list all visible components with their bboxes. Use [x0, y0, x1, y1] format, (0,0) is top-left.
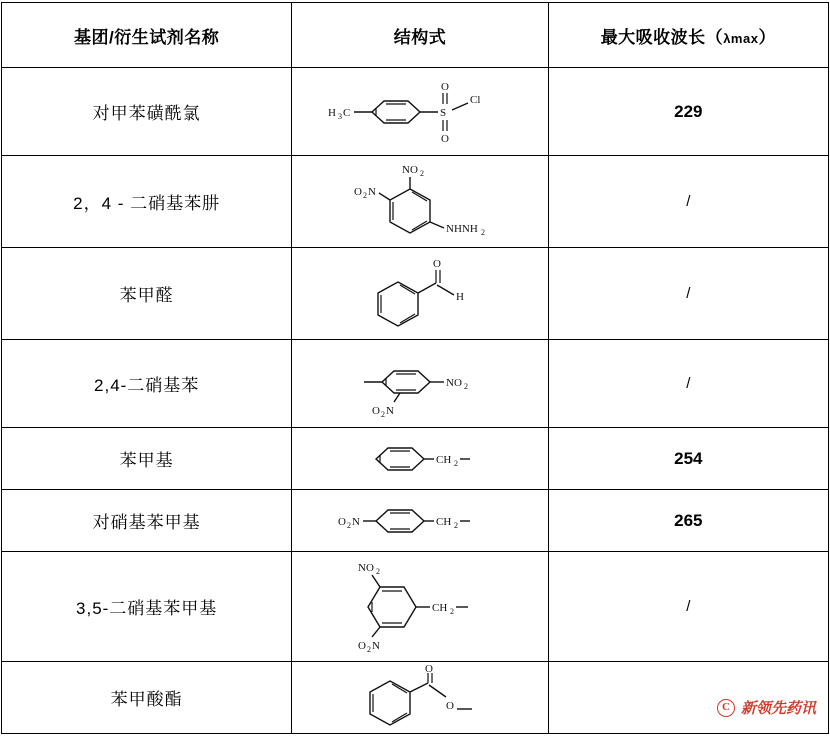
svg-text:2: 2 [362, 190, 367, 200]
structure-dinitrobenzene [292, 340, 548, 428]
header-structure: 结构式 [292, 3, 548, 68]
table-row [2, 662, 829, 734]
svg-text:N: N [385, 404, 394, 417]
lambda-max-value: 254 [548, 428, 828, 490]
table-header-row [2, 3, 829, 68]
table-row [2, 552, 829, 662]
structure-benzoate-ester [292, 662, 548, 734]
watermark-badge-icon: C [717, 699, 735, 717]
table-row [2, 156, 829, 248]
watermark [717, 697, 816, 718]
benzyl-diagram [320, 433, 520, 485]
dinitrobenzene-diagram [320, 344, 520, 424]
lambda-max-value: / [548, 552, 828, 662]
dinitrophenylhydrazine-diagram [320, 159, 520, 245]
structure-benzaldehyde [292, 248, 548, 340]
reagent-name: 3,5-二硝基苯甲基 [2, 552, 292, 662]
svg-text:NO: NO [357, 561, 374, 574]
svg-text:NO: NO [445, 376, 462, 389]
lambda-max-value: / [548, 248, 828, 340]
p-nitrobenzyl-diagram [320, 495, 520, 547]
table-row [2, 340, 829, 428]
table-row [2, 68, 829, 156]
svg-text:2: 2 [449, 606, 454, 616]
structure-dinitrophenylhydrazine [292, 156, 548, 248]
header-reagent-name: 基团/衍生试剂名称 [2, 3, 292, 68]
header-lambda-max [548, 3, 828, 68]
svg-text:NO: NO [401, 163, 418, 176]
structure-benzyl [292, 428, 548, 490]
structure-tosyl-chloride [292, 68, 548, 156]
svg-text:O: O [357, 639, 366, 652]
svg-text:2: 2 [375, 566, 380, 576]
svg-text:S: S [439, 106, 447, 119]
table-row [2, 490, 829, 552]
lambda-max-value: 265 [548, 490, 828, 552]
header-lambda-symbol: λmax [723, 30, 759, 46]
svg-text:2: 2 [419, 168, 424, 178]
reagent-name: 苯甲酸酯 [2, 662, 292, 734]
svg-text:N: N [351, 515, 360, 528]
svg-text:2: 2 [453, 520, 458, 530]
structure-3-5-dinitrobenzyl [292, 552, 548, 662]
svg-text:2: 2 [366, 644, 371, 654]
header-lambda-prefix: 最大吸收波长（ [600, 27, 724, 47]
lambda-max-value: / [548, 340, 828, 428]
svg-text:N: N [371, 639, 380, 652]
svg-text:O: O [445, 699, 454, 712]
svg-text:N: N [367, 185, 376, 198]
svg-text:NHNH: NHNH [445, 222, 478, 235]
svg-text:3: 3 [337, 111, 342, 121]
benzaldehyde-diagram [320, 252, 520, 336]
svg-text:O: O [424, 664, 433, 675]
lambda-max-value: / [548, 156, 828, 248]
chemical-reagents-table [1, 2, 829, 734]
svg-text:C: C [342, 106, 351, 119]
reagent-name: 对甲苯磺酰氯 [2, 68, 292, 156]
svg-text:2: 2 [453, 458, 458, 468]
svg-text:2: 2 [480, 227, 485, 237]
reagent-name: 苯甲醛 [2, 248, 292, 340]
svg-text:CH: CH [435, 453, 452, 466]
table-row [2, 428, 829, 490]
document-page [0, 2, 830, 740]
svg-text:CH: CH [435, 515, 452, 528]
lambda-max-value: 229 [548, 68, 828, 156]
benzoate-ester-diagram [320, 665, 520, 731]
reagent-name: 苯甲基 [2, 428, 292, 490]
svg-text:O: O [353, 185, 362, 198]
svg-text:2: 2 [463, 381, 468, 391]
svg-text:H: H [455, 290, 464, 303]
header-lambda-suffix: ） [758, 27, 776, 47]
svg-text:O: O [440, 80, 449, 93]
svg-text:2: 2 [346, 520, 351, 530]
svg-text:Cl: Cl [469, 93, 481, 106]
svg-text:2: 2 [380, 409, 385, 419]
dinitrobenzyl-diagram [320, 555, 520, 659]
svg-text:O: O [440, 132, 449, 145]
reagent-name: 2,4-二硝基苯 [2, 340, 292, 428]
tosyl-chloride-diagram [320, 74, 520, 150]
svg-text:O: O [337, 515, 346, 528]
svg-text:O: O [371, 404, 380, 417]
structure-p-nitrobenzyl [292, 490, 548, 552]
svg-text:CH: CH [431, 601, 448, 614]
watermark-text: 新领先药讯 [740, 701, 816, 717]
svg-text:O: O [432, 257, 441, 270]
reagent-name: 对硝基苯甲基 [2, 490, 292, 552]
reagent-name: 2，4 - 二硝基苯肼 [2, 156, 292, 248]
table-row [2, 248, 829, 340]
svg-text:H: H [327, 106, 336, 119]
